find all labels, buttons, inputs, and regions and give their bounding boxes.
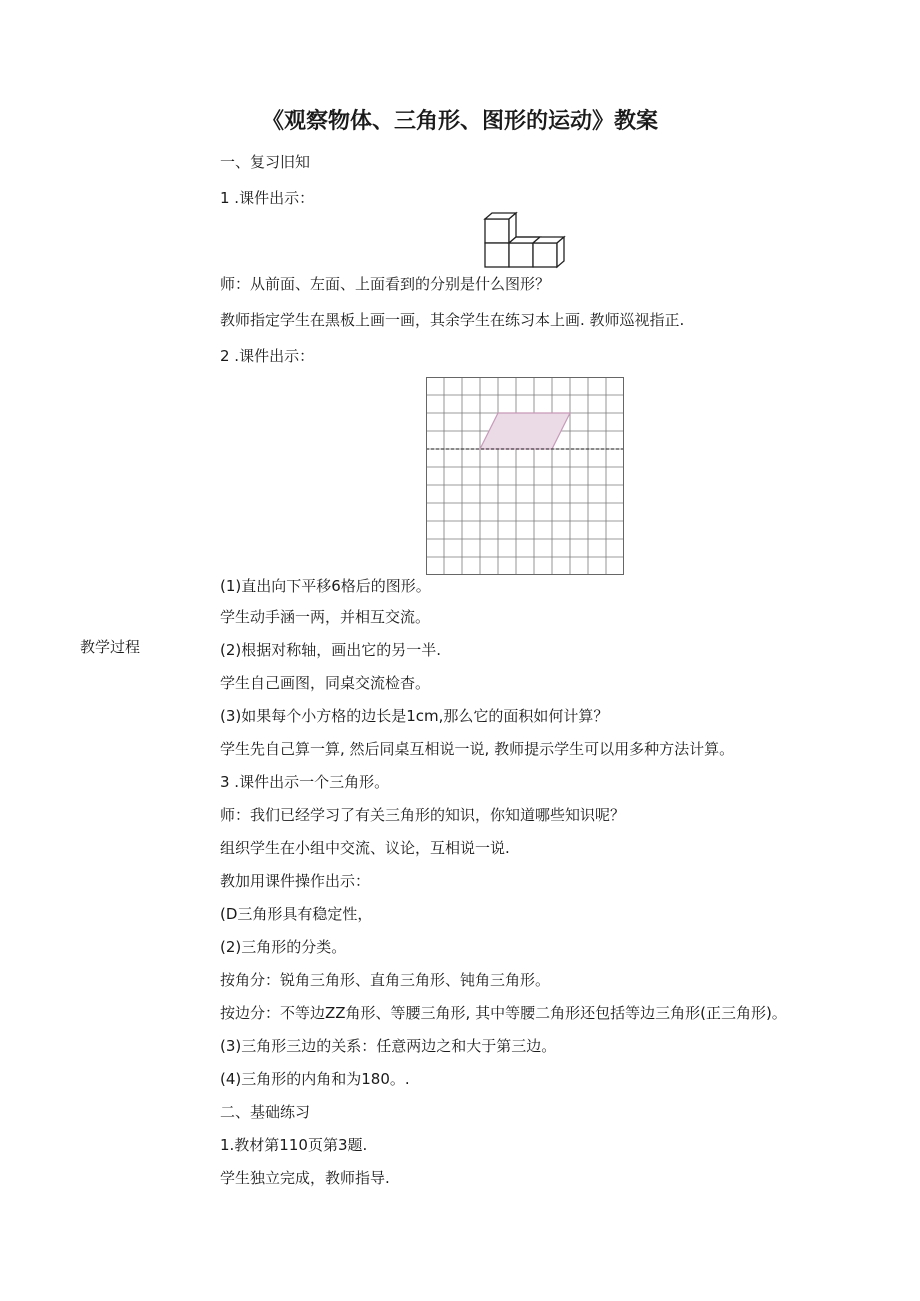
exercise-instruction: 学生独立完成，教师指导. xyxy=(220,1169,390,1187)
point-classification: (2)三角形的分类。 xyxy=(220,938,347,956)
item-3: 3 .课件出示一个三角形。 xyxy=(220,773,390,791)
point-stability: (D三角形具有稳定性， xyxy=(220,905,373,923)
point-angle-sum: (4)三角形的内角和为180。. xyxy=(220,1070,410,1088)
parallelogram-shape xyxy=(480,413,570,449)
heading-review: 一、复习旧知 xyxy=(220,153,311,171)
task-area: (3)如果每个小方格的边长是1cm,那么它的面积如何计算？ xyxy=(220,707,609,725)
point-side-relation: (3)三角形三边的关系：任意两边之和大于第三边。 xyxy=(220,1037,557,1055)
grid-figure xyxy=(426,377,624,575)
page-title: 《观察物体、三角形、图形的运动》教案 xyxy=(261,109,658,134)
courseware-intro: 教加用课件操作出示： xyxy=(220,872,371,890)
item-2: 2 .课件出示： xyxy=(220,347,315,365)
classify-by-angle: 按角分：锐角三角形、直角三角形、钝角三角形。 xyxy=(220,971,551,989)
task-translate: (1)直出向下平移6格后的图形。 xyxy=(220,577,431,595)
grid-lines xyxy=(426,377,624,575)
heading-practice: 二、基础练习 xyxy=(220,1103,311,1121)
cubes-figure xyxy=(483,210,569,272)
question-triangles: 师：我们已经学习了有关三角形的知识，你知道哪些知识呢？ xyxy=(220,806,626,824)
student-activity-1: 学生动手涵一两，并相互交流。 xyxy=(220,608,431,626)
group-discussion: 组织学生在小组中交流、议论，互相说一说. xyxy=(220,839,510,857)
section-label: 教学过程 xyxy=(80,638,141,656)
task-symmetry: (2)根据对称轴，画出它的另一半. xyxy=(220,641,442,659)
student-activity-3: 学生先自己算一算, 然后同桌互相说一说, 教师提示学生可以用多种方法计算。 xyxy=(220,740,735,758)
student-activity-2: 学生自己画图，同桌交流检杳。 xyxy=(220,674,431,692)
exercise-1: 1.教材第110页第3题. xyxy=(220,1136,368,1154)
item-1: 1 .课件出示： xyxy=(220,189,315,207)
classify-by-side: 按边分：不等边ZZ角形、等腰三角形, 其中等腰二角形还包括等边三角形(正三角形)。 xyxy=(220,1004,787,1022)
instruction-1: 教师指定学生在黑板上画一画，其余学生在练习本上画. 教师巡视指正. xyxy=(220,311,685,329)
question-1: 师：从前面、左面、上面看到的分别是什么图形？ xyxy=(220,275,551,293)
